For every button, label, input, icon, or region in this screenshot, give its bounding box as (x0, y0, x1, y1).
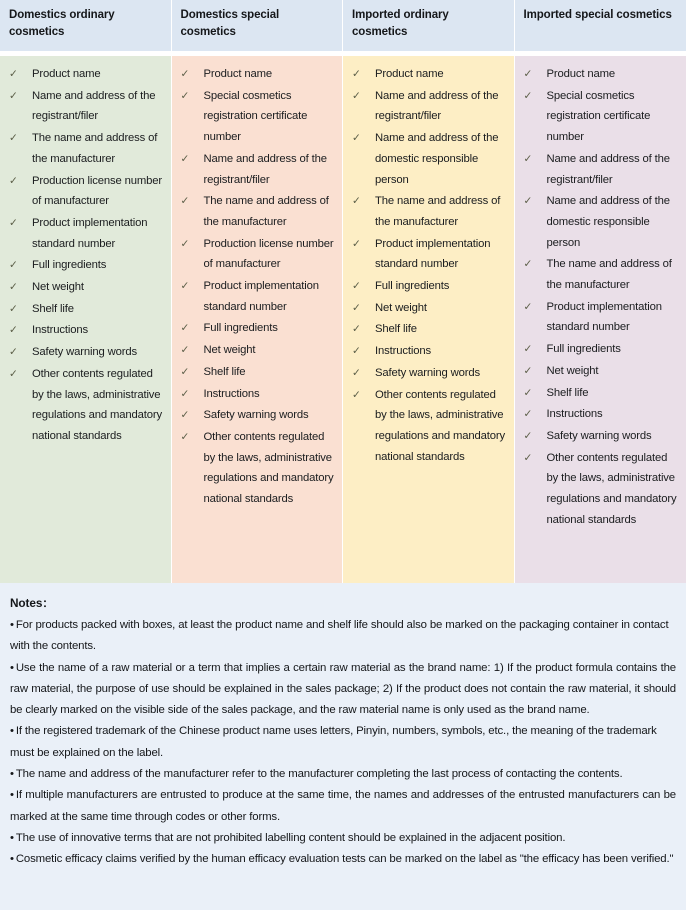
requirement-list (521, 64, 681, 530)
list-item-label: Product implementation standard number (546, 300, 662, 334)
list-item-label: Full ingredients (203, 322, 278, 335)
list-item (521, 149, 681, 190)
list-item-label: Product name (203, 68, 273, 80)
check-icon: ✓ (523, 89, 533, 102)
list-item (6, 128, 165, 169)
list-item-label: Shelf life (546, 386, 589, 399)
list-item (6, 364, 165, 447)
bullet-icon: • (10, 619, 14, 631)
note-text: The name and address of the manufacturer refer to the manufacturer completing the last process of contacting the contents. (15, 768, 623, 781)
list-item-label: Name and address of the registrant/filer (546, 152, 670, 186)
note-line (10, 764, 676, 785)
list-item-label: Full ingredients (375, 280, 450, 293)
list-item (349, 298, 508, 319)
list-item (178, 318, 337, 339)
note-text: If the registered trademark of the Chinese product name uses letters, Pinyin, numbers, symbols, etc., the meaning of the trademark must be explained on the label. (10, 725, 657, 759)
list-item (349, 234, 508, 275)
note-text: Use the name of a raw material or a term that implies a certain raw material as the brand name: 1) If the product formula contains the raw material, the purpose of use should be explained in the sales package; 2) If the product does not contain the raw material, it should be clearly marked on the visible side of the sales package, and the raw material name is only used as the brand name. (10, 661, 676, 717)
list-item-label: Net weight (546, 364, 599, 377)
check-icon: ✓ (523, 195, 533, 208)
list-item-label: Shelf life (32, 302, 74, 315)
list-item-label: Net weight (203, 344, 256, 357)
check-icon: ✓ (9, 259, 18, 272)
check-icon: ✓ (180, 237, 190, 250)
list-item-label: Product implementation standard number (203, 280, 319, 313)
list-item-label: Name and address of the registrant/filer (375, 89, 499, 123)
list-item (349, 276, 508, 297)
requirement-list (178, 64, 337, 510)
column-header-1: Domestics ordinary cosmetics (0, 0, 172, 51)
list-item (521, 254, 681, 295)
check-icon: ✓ (9, 302, 18, 315)
note-text: If multiple manufacturers are entrusted to produce at the same time, the names and addresses of the entrusted manufacturers can be marked at the same time through codes or other forms. (10, 789, 676, 823)
column-body-3 (343, 56, 515, 583)
list-item (6, 342, 165, 363)
list-item-label: Instructions (375, 345, 431, 358)
list-item (178, 191, 337, 232)
check-icon: ✓ (180, 344, 190, 357)
list-item (521, 383, 681, 404)
list-item-label: Special cosmetics registration certificate number (546, 89, 651, 144)
check-icon: ✓ (352, 68, 361, 80)
note-line (10, 785, 676, 828)
list-item-label: Safety warning words (546, 429, 652, 442)
check-icon: ✓ (352, 366, 361, 379)
list-item (349, 319, 508, 340)
check-icon: ✓ (180, 387, 190, 400)
note-line (10, 658, 676, 722)
list-item-label: Production license number of manufacturer (32, 174, 163, 208)
note-line (10, 721, 676, 764)
requirement-list (6, 64, 165, 447)
list-item (178, 384, 337, 405)
check-icon: ✓ (352, 323, 361, 336)
note-line (10, 828, 676, 849)
list-item (178, 276, 337, 317)
check-icon: ✓ (352, 132, 361, 145)
list-item-label: Shelf life (203, 365, 246, 378)
list-item-label: Shelf life (375, 323, 417, 336)
list-item-label: Product name (32, 68, 101, 80)
check-icon: ✓ (523, 386, 533, 399)
list-item (178, 340, 337, 361)
check-icon: ✓ (523, 429, 533, 442)
list-item (178, 149, 337, 190)
check-icon: ✓ (180, 430, 190, 443)
list-item (178, 234, 337, 275)
check-icon: ✓ (180, 280, 190, 293)
check-icon: ✓ (352, 89, 361, 102)
list-item (521, 191, 681, 253)
column-header-4: Imported special cosmetics (515, 0, 686, 51)
list-item (178, 405, 337, 426)
check-icon: ✓ (352, 237, 361, 250)
list-item-label: Special cosmetics registration certificate number (203, 89, 308, 144)
column-body-2 (172, 56, 344, 583)
list-item-label: Name and address of the domestic responsible person (375, 132, 499, 186)
check-icon: ✓ (523, 408, 533, 421)
check-icon: ✓ (523, 343, 533, 356)
list-item-label: The name and address of the manufacturer (375, 195, 501, 228)
check-icon: ✓ (523, 258, 533, 271)
check-icon: ✓ (523, 68, 533, 80)
list-item-label: Full ingredients (546, 343, 621, 356)
check-icon: ✓ (9, 68, 18, 80)
bullet-icon: • (10, 725, 14, 738)
list-item (521, 361, 681, 382)
list-item-label: Net weight (32, 281, 84, 294)
list-item-label: The name and address of the manufacturer (546, 258, 672, 292)
list-item (6, 255, 165, 276)
list-item-label: Safety warning words (32, 346, 137, 359)
notes-title: Notes： (10, 596, 54, 610)
list-item-label: Other contents regulated by the laws, administrative regulations and mandatory national standards (546, 451, 677, 526)
list-item (349, 341, 508, 362)
list-item-label: Instructions (203, 387, 260, 400)
list-item (178, 86, 337, 148)
list-item-label: Name and address of the domestic responsible person (546, 195, 670, 249)
check-icon: ✓ (523, 152, 533, 165)
list-item (349, 86, 508, 127)
list-item (521, 64, 681, 85)
notes-section (0, 583, 686, 910)
list-item-label: Product implementation standard number (32, 216, 148, 250)
list-item (521, 297, 681, 338)
list-item-label: Instructions (32, 324, 88, 337)
list-item-label: Product name (375, 68, 444, 80)
note-text: Cosmetic efficacy claims verified by the human efficacy evaluation tests can be marked on the label as "the efficacy has been verified." (15, 853, 674, 866)
list-item-label: Instructions (546, 408, 603, 421)
list-item-label: The name and address of the manufacturer (203, 195, 329, 228)
check-icon: ✓ (352, 345, 361, 358)
list-item-label: Other contents regulated by the laws, administrative regulations and mandatory national standards (32, 367, 163, 442)
note-text: The use of innovative terms that are not prohibited labelling content should be explained in the adjacent position. (15, 831, 566, 844)
check-icon: ✓ (9, 367, 18, 380)
list-item-label: Full ingredients (32, 259, 107, 272)
check-icon: ✓ (9, 174, 18, 187)
bullet-icon: • (10, 768, 14, 781)
check-icon: ✓ (352, 388, 361, 401)
list-item (349, 64, 508, 85)
list-item-label: Product name (546, 68, 616, 80)
list-item (521, 404, 681, 425)
list-item (521, 339, 681, 360)
note-text: For products packed with boxes, at least the product name and shelf life should also be marked on the packaging container in contact with the contents. (10, 619, 669, 653)
check-icon: ✓ (180, 365, 190, 378)
check-icon: ✓ (180, 322, 190, 335)
bullet-icon: • (10, 789, 14, 802)
check-icon: ✓ (180, 152, 190, 165)
check-icon: ✓ (9, 216, 18, 229)
column-body-4 (515, 56, 686, 583)
list-item (521, 426, 681, 447)
note-line (10, 849, 676, 870)
list-item (6, 86, 165, 127)
bullet-icon: • (10, 661, 14, 674)
check-icon: ✓ (9, 346, 18, 359)
check-icon: ✓ (180, 409, 190, 422)
note-line (10, 615, 676, 658)
notes-list (10, 615, 676, 871)
requirement-list (349, 64, 508, 467)
list-item-label: Other contents regulated by the laws, administrative regulations and mandatory national standards (203, 430, 334, 506)
list-item (178, 362, 337, 383)
list-item (6, 213, 165, 254)
bullet-icon: • (10, 853, 14, 866)
list-item (6, 64, 165, 85)
list-item-label: Net weight (375, 301, 427, 314)
list-item-label: Product implementation standard number (375, 237, 491, 271)
list-item-label: Safety warning words (375, 366, 480, 379)
check-icon: ✓ (352, 280, 361, 293)
list-item (6, 277, 165, 298)
column-header-2: Domestics special cosmetics (172, 0, 344, 51)
list-item (349, 128, 508, 190)
list-item (6, 171, 165, 212)
list-item-label: Safety warning words (203, 409, 309, 422)
list-item (6, 320, 165, 341)
check-icon: ✓ (352, 301, 361, 314)
list-item (349, 363, 508, 384)
check-icon: ✓ (9, 89, 18, 102)
check-icon: ✓ (180, 68, 190, 80)
list-item (521, 86, 681, 148)
list-item-label: The name and address of the manufacturer (32, 132, 158, 165)
check-icon: ✓ (180, 195, 190, 208)
list-item-label: Production license number of manufacturer (203, 237, 334, 271)
check-icon: ✓ (9, 281, 18, 294)
list-item (6, 299, 165, 320)
column-body-1 (0, 56, 172, 583)
list-item-label: Name and address of the registrant/filer (32, 89, 156, 123)
check-icon: ✓ (523, 300, 533, 313)
list-item-label: Name and address of the registrant/filer (203, 152, 327, 186)
bullet-icon: • (10, 831, 14, 844)
list-item (521, 448, 681, 531)
check-icon: ✓ (523, 451, 533, 464)
check-icon: ✓ (352, 195, 361, 208)
column-header-3: Imported ordinary cosmetics (343, 0, 515, 51)
list-item (349, 191, 508, 232)
list-item-label: Other contents regulated by the laws, administrative regulations and mandatory national standards (375, 388, 506, 463)
table-body-row (0, 51, 686, 583)
check-icon: ✓ (9, 132, 18, 145)
check-icon: ✓ (9, 324, 18, 337)
check-icon: ✓ (180, 89, 190, 102)
table-header-row (0, 0, 686, 51)
check-icon: ✓ (523, 364, 533, 377)
list-item (178, 427, 337, 510)
list-item (349, 385, 508, 468)
list-item (178, 64, 337, 85)
